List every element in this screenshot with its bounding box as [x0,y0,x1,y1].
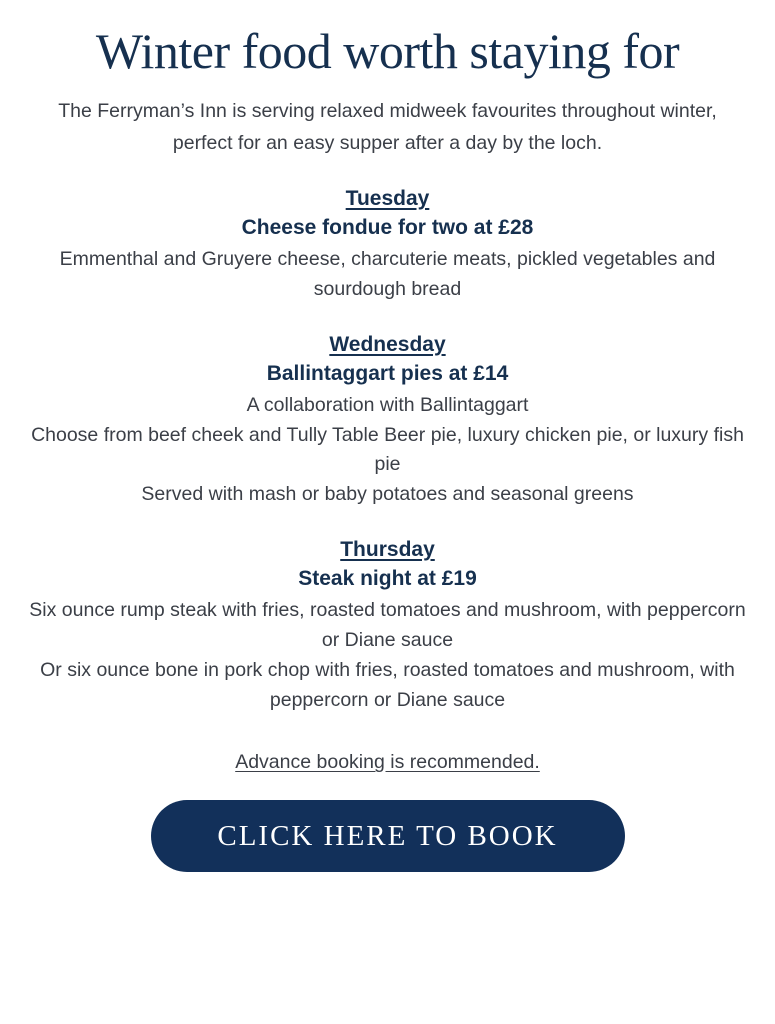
day-name: Thursday [340,538,435,562]
booking-note: Advance booking is recommended. [235,751,540,774]
page-title: Winter food worth staying for [95,23,680,79]
day-block-thursday [28,538,748,715]
day-offer: Steak night at £19 [298,567,477,591]
day-description: Six ounce rump steak with fries, roasted tomatoes and mushroom, with peppercorn or Diane sauce Or six ounce bone in pork chop with fries, roasted tomatoes and mushroom, with peppercorn or Diane sauce [29,599,746,711]
day-offer: Ballintaggart pies at £14 [266,361,509,385]
intro-paragraph: The Ferryman’s Inn is serving relaxed midweek favourites throughout winter, perfect for an easy supper after a day by the loch. [58,100,717,154]
day-description: A collaboration with Ballintaggart Choose from beef cheek and Tully Table Beer pie, luxury chicken pie, or luxury fish pie Served with mash or baby potatoes and seasonal greens [31,393,744,506]
day-offer: Cheese fondue for two at £28 [241,216,534,240]
book-now-button[interactable]: CLICK HERE TO BOOK [151,800,625,872]
day-block-tuesday [28,187,748,305]
day-description: Emmenthal and Gruyere cheese, charcuterie meats, pickled vegetables and sourdough bread [59,248,716,300]
day-name: Tuesday [345,187,430,211]
day-name: Wednesday [329,332,446,356]
day-block-wednesday [28,333,748,510]
